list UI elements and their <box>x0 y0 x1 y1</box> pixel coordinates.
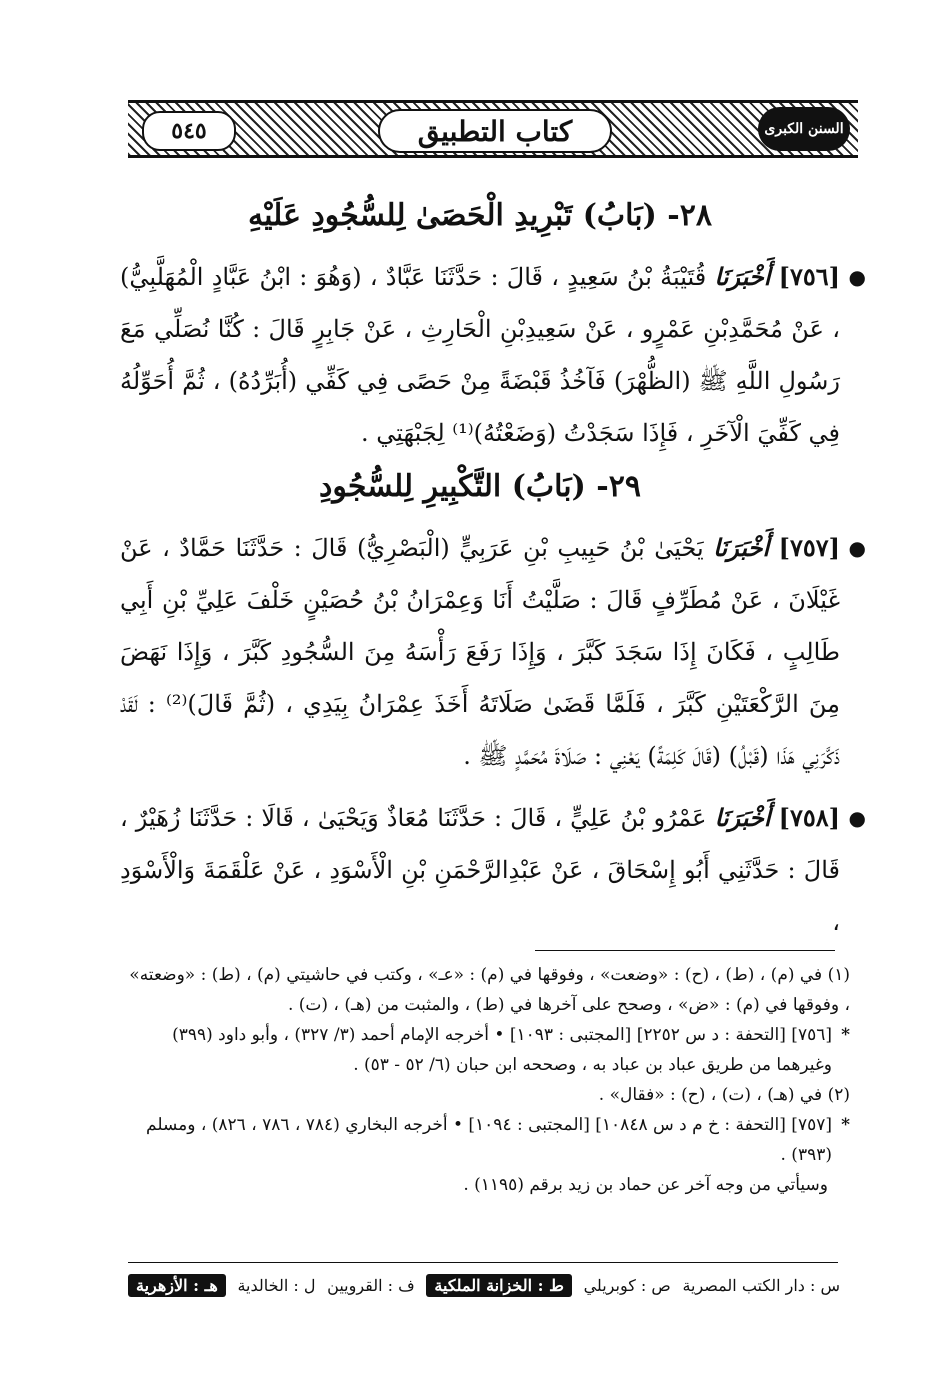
legend-l: ل : الخالدية <box>237 1275 316 1295</box>
hadith-758 <box>120 792 866 948</box>
hadith-number: [٧٥٧] <box>778 533 840 562</box>
footnotes <box>120 960 850 1200</box>
page-header <box>128 100 858 158</box>
hadith-756 <box>120 251 866 459</box>
legend-t: ط : الخزانة الملكية <box>426 1274 571 1297</box>
book-title: كتاب التطبيق <box>378 109 612 153</box>
book-logo: السنن الكبرى <box>758 107 850 151</box>
legend-f: ف : القرويين <box>327 1275 415 1295</box>
source-note-757: * [٧٥٧] [التحفة : خ م د س ١٠٨٤٨] [المجتبى : ١٠٩٤] • أخرجه البخاري (٧٨٤ ، ٧٨٦ ، ٨٢٦) ، ومسلم (٣٩٣) . <box>120 1110 850 1170</box>
bullet-icon: ● <box>848 265 866 289</box>
manuscript-legend <box>128 1268 840 1302</box>
hadith-opening: أَخْبَرَنَا <box>714 262 771 291</box>
hadith-text: قُتَيْبَةُ بْنُ سَعِيدٍ ، قَالَ : حَدَّثَنَا عَبَّادٌ ، (وَهُوَ : ابْنُ عَبَّادٍ الْمُهَلَّبِيُّ) ، عَنْ مُحَمَّدِبْنِ عَمْرٍو ، عَنْ سَعِيدِبْنِ الْحَارِثِ ، عَنْ جَابِرٍ قَالَ : كُنَّا نُصَلِّي مَعَ رَسُولِ اللَّهِ ﷺ (الظُّهْرَ) فَآخُذُ قَبْضَةً مِنْ حَصًى فِي كَفِّي (أُبَرِّدُهُ) ، ثُمَّ أُحَوِّلُهُ فِي كَفِّيَ الْآخَرِ ، فَإِذَا سَجَدْتُ (وَضَعْتُهُ)⁽¹⁾ لِجَبْهَتِي . <box>120 263 840 447</box>
hadith-757 <box>120 522 866 782</box>
hadith-opening: أَخْبَرَنَا <box>713 533 770 562</box>
legend-separator <box>128 1262 838 1263</box>
bullet-icon: ● <box>848 536 866 560</box>
footnote-separator <box>535 950 835 951</box>
hadith-number: [٧٥٨] <box>778 803 840 832</box>
footnote-1: (١) في (م) ، (ط) ، (ح) : «وضعت» ، وفوقها في (م) : «عـ» ، وكتب في حاشيتي (م) ، (ط) : «وضعته» ، وفوقها في (م) : «ض» ، وصحح على آخرها في (ط) ، والمثبت من (هـ) ، (ت) . <box>129 965 850 1015</box>
source-note-757-continued: وسيأتي من وجه آخر عن حماد بن زيد برقم (١١٩٥) . <box>463 1175 828 1195</box>
hadith-number: [٧٥٦] <box>778 262 840 291</box>
footnote-2: (٢) في (هـ) ، (ت) ، (ح) : «فقال» . <box>598 1085 850 1105</box>
hadith-text: يَحْيَىٰ بْنُ حَبِيبِ بْنِ عَرَبِيٍّ (الْبَصْرِيُّ) قَالَ : حَدَّثَنَا حَمَّادٌ ، عَنْ غَيْلَانَ ، عَنْ مُطَرِّفٍ قَالَ : صَلَّيْتُ أَنَا وَعِمْرَانُ بْنُ حُصَيْنٍ خَلْفَ عَلِيِّ بْنِ أَبِي طَالِبٍ ، فَكَانَ إِذَا سَجَدَ كَبَّرَ ، وَإِذَا رَفَعَ رَأْسَهُ مِنَ السُّجُودِ كَبَّرَ ، وَإِذَا نَهَضَ مِنَ الرَّكْعَتَيْنِ كَبَّرَ ، فَلَمَّا قَضَىٰ صَلَاتَهُ أَخَذَ عِمْرَانُ بِيَدِي ، (ثُمَّ قَالَ)⁽²⁾ : لَقَدْ ذَكَّرَنِي هَذَا (قَبْلُ) (قَالَ كَلِمَةً) يَعْنِي : صَلَاةَ مُحَمَّدٍ ﷺ . <box>120 534 841 770</box>
asterisk-icon: * <box>841 1025 850 1045</box>
legend-s: س : دار الكتب المصرية <box>682 1275 840 1295</box>
chapter-heading-28: ٢٨- (بَابُ) تَبْرِيدِ الْحَصَىٰ لِلسُّجُودِ عَلَيْهِ <box>248 198 712 233</box>
legend-s2: ص : كوبريلي <box>583 1275 671 1295</box>
main-text <box>120 190 866 958</box>
hadith-text: عَمْرُو بْنُ عَلِيٍّ ، قَالَ : حَدَّثَنَا مُعَاذٌ وَيَحْيَىٰ ، قَالَا : حَدَّثَنَا زُهَيْرٌ ، قَالَ : حَدَّثَنِي أَبُو إِسْحَاقَ ، عَنْ عَبْدِالرَّحْمَنِ بْنِ الْأَسْوَدِ ، عَنْ عَلْقَمَةَ وَالْأَسْوَدِ ، <box>120 804 840 936</box>
hadith-opening: أَخْبَرَنَا <box>714 803 771 832</box>
legend-h: هـ : الأزهرية <box>128 1274 226 1297</box>
bullet-icon: ● <box>848 806 866 830</box>
asterisk-icon: * <box>841 1115 850 1135</box>
page-number: ٥٤٥ <box>142 111 236 151</box>
chapter-heading-29: ٢٩- (بَابُ) التَّكْبِيرِ لِلسُّجُودِ <box>319 469 641 504</box>
source-note-756: * [٧٥٦] [التحفة : د س ٢٢٥٢] [المجتبى : ١٠٩٣] • أخرجه الإمام أحمد (٣/ ٣٢٧) ، وأبو داود (٣٩٩) وغيرهما من طريق عباد بن عباد به ، وصححه ابن حبان (٦/ ٥٢ - ٥٣) . <box>120 1020 850 1080</box>
